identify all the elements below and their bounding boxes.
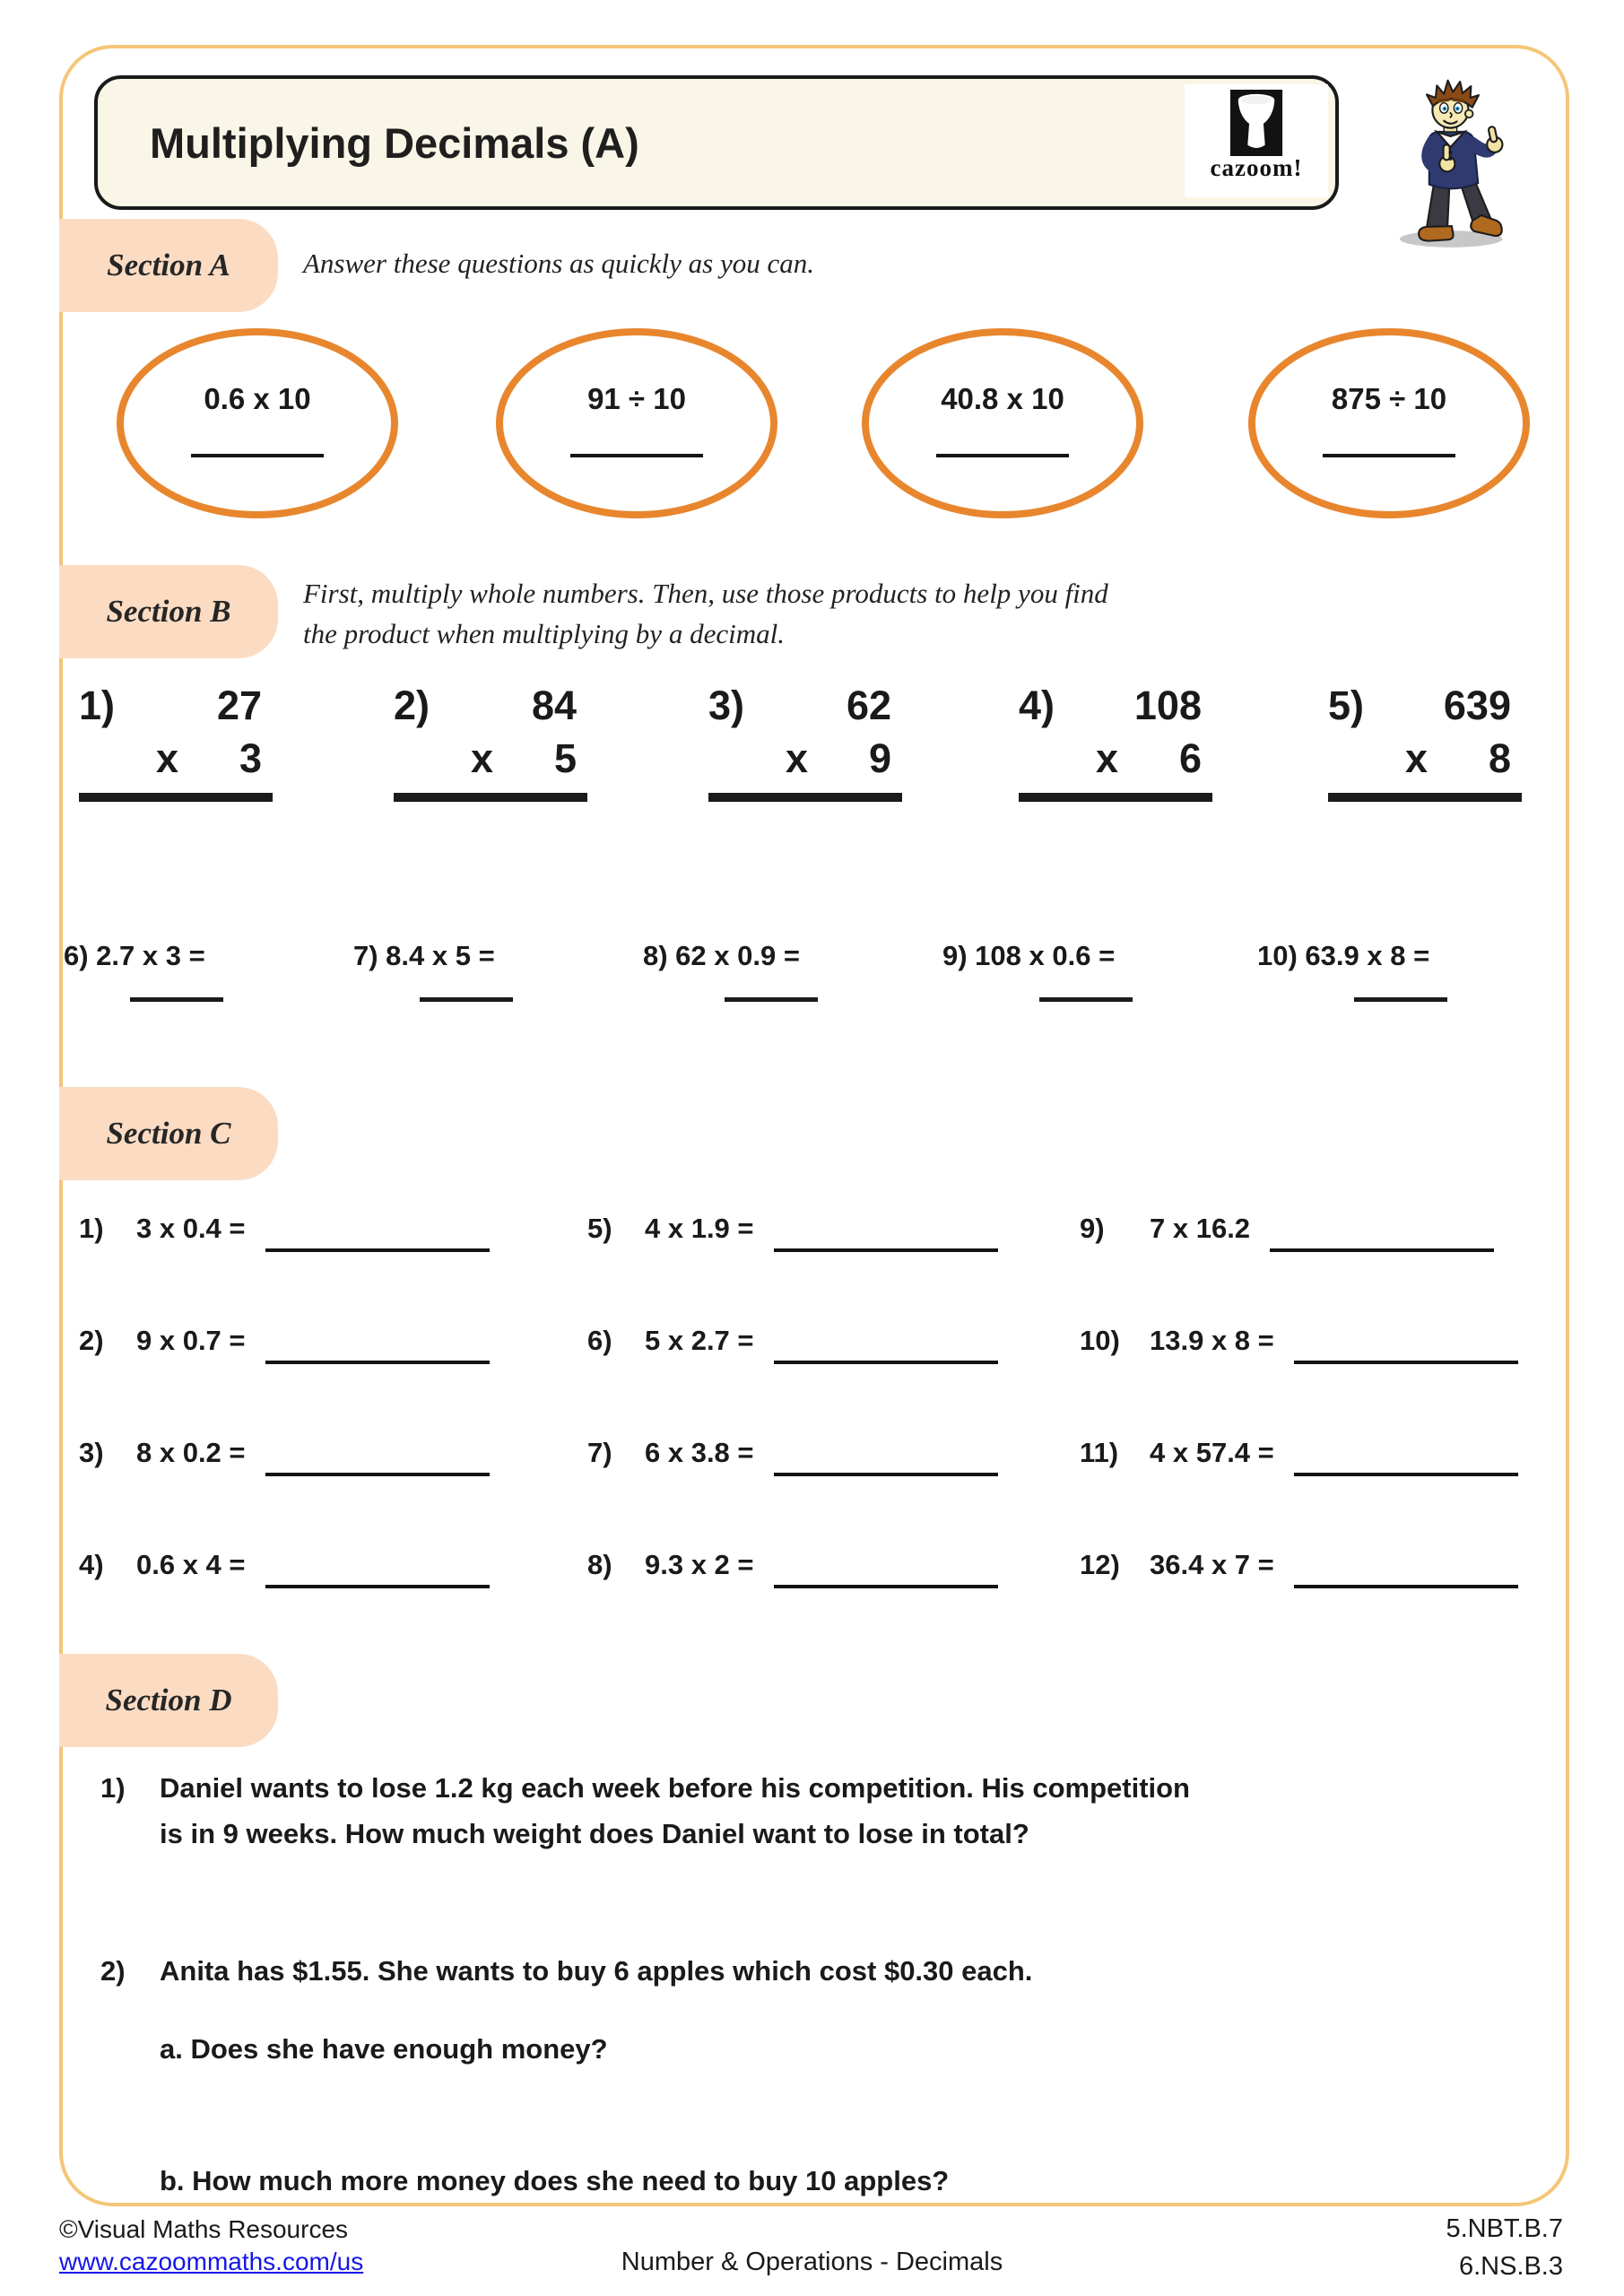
inline-problem — [643, 940, 800, 972]
section-b-instruction-line1: First, multiply whole numbers. Then, use those products to help you find — [303, 578, 1108, 609]
multiply-sign: x — [156, 735, 179, 781]
answer-line — [774, 1437, 998, 1476]
multiply-sign: x — [1405, 735, 1429, 781]
problem-number: 11) — [1080, 1437, 1119, 1468]
answer-line — [191, 454, 324, 457]
section-b-instruction-line2: the product when multiplying by a decimal. — [303, 617, 785, 649]
section-b-instruction — [303, 574, 1108, 655]
oval-problem — [496, 328, 777, 518]
sub-question-a: a. Does she have enough money? — [160, 2033, 608, 2066]
equals-bar — [1019, 793, 1212, 802]
word-problem-line: Daniel wants to lose 1.2 kg each week before his competition. His competition — [160, 1772, 1190, 1804]
equals-bar — [1328, 793, 1522, 802]
answer-line — [265, 1213, 490, 1252]
expression: 13.9 x 8 = — [1150, 1325, 1274, 1356]
operand-top: 639 — [1443, 683, 1511, 728]
inline-expression: 10) 63.9 x 8 = — [1257, 940, 1430, 971]
vertical-problem — [708, 685, 902, 802]
operand-top: 27 — [216, 683, 262, 728]
answer-line — [265, 1437, 490, 1476]
sub-question-b: b. How much more money does she need to buy 10 apples? — [160, 2165, 950, 2197]
problem-number: 6) — [587, 1325, 612, 1356]
word-problem-2 — [100, 1948, 1508, 2204]
section-c-label: Section C — [59, 1087, 278, 1180]
multiply-sign: x — [1096, 735, 1119, 781]
standard-code-2: 6.NS.B.3 — [1458, 2252, 1563, 2282]
answer-line — [1294, 1437, 1518, 1476]
cazoom-logo-text: cazoom! — [1210, 154, 1303, 181]
expression: 7 x 16.2 — [1150, 1213, 1251, 1244]
vertical-problem — [1019, 685, 1212, 802]
expression: 36.4 x 7 = — [1150, 1549, 1274, 1580]
c-problem — [79, 1549, 587, 1661]
answer-line — [1354, 997, 1447, 1002]
word-problem-1 — [100, 1765, 1508, 1857]
c-problem — [79, 1437, 587, 1549]
answer-line — [570, 454, 703, 457]
mascot-boy-image — [1388, 54, 1510, 273]
inline-expression: 6) 2.7 x 3 = — [64, 940, 205, 971]
operand-top: 108 — [1133, 683, 1202, 728]
vertical-problem — [394, 685, 587, 802]
equals-bar — [394, 793, 587, 802]
oval-expression: 0.6 x 10 — [204, 382, 311, 415]
answer-line — [265, 1325, 490, 1364]
multiply-sign: x — [786, 735, 809, 781]
footer-standards — [1446, 2210, 1563, 2285]
answer-line — [265, 1549, 490, 1588]
inline-expression: 7) 8.4 x 5 = — [353, 940, 495, 971]
inline-problem — [1257, 940, 1429, 972]
word-problem-line: is in 9 weeks. How much weight does Daniel want to lose in total? — [160, 1818, 1029, 1850]
problem-number: 3) — [79, 1437, 104, 1468]
section-a-label: Section A — [59, 219, 278, 312]
title-box — [94, 75, 1339, 210]
c-problem — [587, 1437, 1080, 1549]
problem-number: 10) — [1080, 1325, 1120, 1356]
answer-line — [1270, 1213, 1494, 1252]
answer-line — [725, 997, 818, 1002]
expression: 6 x 3.8 = — [645, 1437, 754, 1468]
answer-line — [774, 1325, 998, 1364]
expression: 4 x 1.9 = — [645, 1213, 754, 1244]
expression: 3 x 0.4 = — [136, 1213, 246, 1244]
equals-bar — [79, 793, 273, 802]
answer-line — [774, 1549, 998, 1588]
operand-top: 84 — [531, 683, 577, 728]
problem-number: 4) — [1019, 683, 1055, 728]
problem-number: 1) — [100, 1772, 126, 1804]
c-problem — [79, 1325, 587, 1437]
expression: 9 x 0.7 = — [136, 1325, 246, 1356]
problem-number: 7) — [587, 1437, 612, 1468]
operand-bottom: 6 — [1178, 735, 1202, 781]
operand-bottom: 8 — [1488, 735, 1511, 781]
c-problem — [1080, 1437, 1568, 1549]
problem-number: 5) — [587, 1213, 612, 1244]
cazoom-logo — [1185, 84, 1328, 197]
operand-bottom: 9 — [868, 735, 891, 781]
page-title: Multiplying Decimals (A) — [150, 118, 639, 167]
section-d-label: Section D — [59, 1654, 278, 1747]
vertical-problem — [79, 685, 273, 802]
vertical-problem — [1328, 685, 1522, 802]
problem-number: 8) — [587, 1549, 612, 1580]
section-b-label: Section B — [59, 565, 278, 658]
inline-problem — [64, 940, 205, 972]
expression: 4 x 57.4 = — [1150, 1437, 1274, 1468]
standard-code-1: 5.NBT.B.7 — [1446, 2214, 1563, 2243]
multiply-sign: x — [471, 735, 494, 781]
problem-number: 9) — [1080, 1213, 1105, 1244]
section-a-instruction: Answer these questions as quickly as you can. — [303, 248, 814, 279]
answer-line — [1039, 997, 1133, 1002]
oval-problem — [1248, 328, 1530, 518]
problem-number: 2) — [394, 683, 430, 728]
problem-number: 1) — [79, 1213, 104, 1244]
word-problem-text — [160, 1948, 1032, 2204]
answer-line — [936, 454, 1069, 457]
c-problem — [587, 1213, 1080, 1325]
section-c-problem-grid — [79, 1213, 1568, 1661]
c-problem — [587, 1325, 1080, 1437]
oval-expression: 875 ÷ 10 — [1331, 382, 1447, 415]
problem-number: 2) — [100, 1955, 126, 1987]
problem-number: 3) — [708, 683, 745, 728]
equals-bar — [708, 793, 902, 802]
problem-number: 12) — [1080, 1549, 1120, 1580]
word-problem-text — [160, 1765, 1190, 1857]
c-problem — [587, 1549, 1080, 1661]
c-problem — [79, 1213, 587, 1325]
expression: 0.6 x 4 = — [136, 1549, 246, 1580]
drum-icon — [1228, 90, 1285, 156]
c-problem — [1080, 1213, 1568, 1325]
c-problem — [1080, 1325, 1568, 1437]
answer-line — [420, 997, 513, 1002]
word-problem-line: Anita has $1.55. She wants to buy 6 apples which cost $0.30 each. — [160, 1955, 1033, 1987]
oval-problem — [117, 328, 398, 518]
inline-problem — [353, 940, 495, 972]
answer-line — [1294, 1549, 1518, 1588]
footer-topic: Number & Operations - Decimals — [621, 2248, 1003, 2276]
answer-line — [130, 997, 223, 1002]
inline-expression: 9) 108 x 0.6 = — [942, 940, 1116, 971]
c-problem — [1080, 1549, 1568, 1661]
answer-line — [774, 1213, 998, 1252]
operand-bottom: 5 — [553, 735, 577, 781]
copyright-text: ©Visual Maths Resources — [59, 2215, 349, 2243]
inline-problem — [942, 940, 1115, 972]
expression: 9.3 x 2 = — [645, 1549, 754, 1580]
operand-bottom: 3 — [239, 735, 262, 781]
oval-expression: 40.8 x 10 — [941, 382, 1064, 415]
operand-top: 62 — [846, 683, 891, 728]
problem-number: 5) — [1328, 683, 1365, 728]
expression: 5 x 2.7 = — [645, 1325, 754, 1356]
answer-line — [1294, 1325, 1518, 1364]
oval-expression: 91 ÷ 10 — [587, 382, 686, 415]
problem-number: 2) — [79, 1325, 104, 1356]
problem-number: 4) — [79, 1549, 104, 1580]
cazoom-url-link[interactable]: www.cazoommaths.com/us — [59, 2248, 364, 2276]
answer-line — [1323, 454, 1455, 457]
expression: 8 x 0.2 = — [136, 1437, 246, 1468]
oval-problem — [862, 328, 1143, 518]
problem-number: 1) — [79, 683, 116, 728]
inline-expression: 8) 62 x 0.9 = — [643, 940, 800, 971]
